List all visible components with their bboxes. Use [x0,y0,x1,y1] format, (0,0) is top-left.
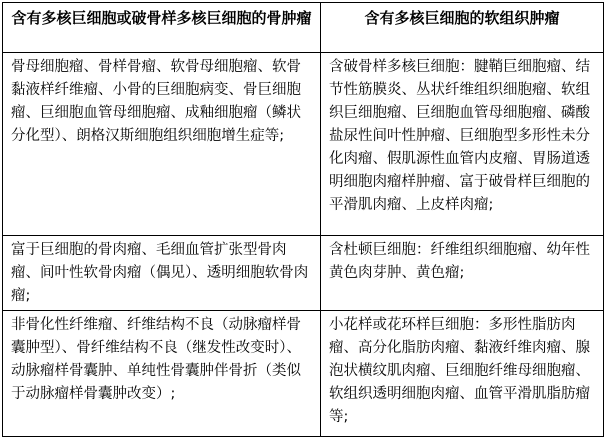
comparison-table [2,2,604,437]
table-row [3,311,604,437]
cell-text: 富于巨细胞的骨肉瘤、毛细血管扩张型骨肉瘤、间叶性软骨肉瘤（偶见）、透明细胞软骨肉瘤; [11,242,309,304]
header-bone-tumors [3,3,321,53]
table-cell-bone [3,53,321,236]
cell-text: 骨母细胞瘤、骨样骨瘤、软骨母细胞瘤、软骨黏液样纤维瘤、小骨的巨细胞病变、骨巨细胞瘤、巨细胞血管母细胞瘤、成釉细胞瘤（鳞状分化型）、朗格汉斯细胞组织细胞增生症等; [11,59,301,144]
table-cell-bone [3,311,321,437]
cell-text: 非骨化性纤维瘤、纤维结构不良（动脉瘤样骨囊肿型）、骨纤维结构不良（继发性改变时）、动脉瘤样骨囊肿、单纯性骨囊肿伴骨折（类似于动脉瘤样骨囊肿改变）; [11,317,301,402]
table-cell-soft-tissue [321,53,604,236]
header-soft-tissue-tumors [321,3,604,53]
cell-text: 含破骨样多核巨细胞：腱鞘巨细胞瘤、结节性筋膜炎、丛状纤维组织细胞瘤、软组织巨细胞瘤、巨细胞血管母细胞瘤、磷酸盐尿性间叶性肿瘤、巨细胞型多形性未分化肉瘤、假肌源性血管内皮瘤、胃肠道透明细胞肉瘤样肿瘤、富于破骨样巨细胞的平滑肌肉瘤、上皮样肉瘤; [329,59,590,213]
cell-text: 小花样或花环样巨细胞：多形性脂肪肉瘤、高分化脂肪肉瘤、黏液纤维肉瘤、腺泡状横纹肌肉瘤、巨细胞纤维母细胞瘤、软组织透明细胞肉瘤、血管平滑肌脂肪瘤等; [329,317,590,425]
table-cell-soft-tissue [321,236,604,311]
cell-text: 含杜顿巨细胞：纤维组织细胞瘤、幼年性黄色肉芽肿、黄色瘤; [329,242,590,281]
table-cell-bone [3,236,321,311]
table-cell-soft-tissue [321,311,604,437]
table-header-row [3,3,604,53]
header-right-text: 含有多核巨细胞的软组织肿瘤 [364,9,560,27]
table-row [3,236,604,311]
table-row [3,53,604,236]
header-left-text: 含有多核巨细胞或破骨样多核巨细胞的骨肿瘤 [11,9,312,27]
